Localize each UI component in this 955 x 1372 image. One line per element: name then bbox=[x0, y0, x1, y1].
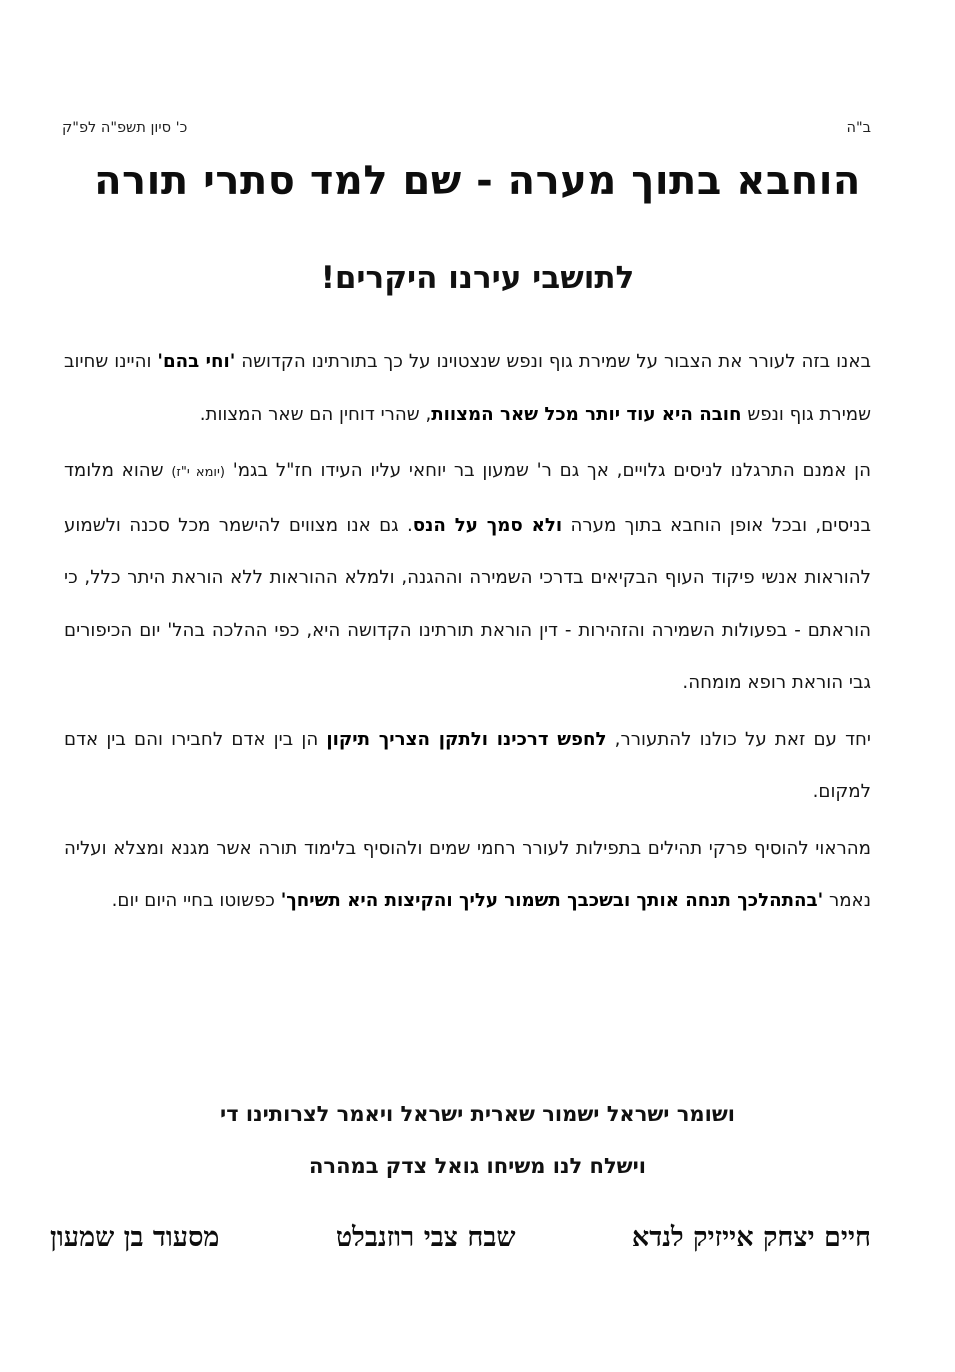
signature: מסעוד בן שמעון bbox=[50, 1222, 220, 1253]
body-text: יחד עם זאת על כולנו להתעורר, bbox=[606, 728, 871, 750]
emphasis-text: 'וחי בהם' bbox=[157, 351, 236, 372]
document-body bbox=[64, 336, 871, 930]
body-text: מהראוי להוסיף פרקי תהילים בתפילות לעורר רחמי שמים ולהוסיף בלימוד תורה אשר מגנא ומצלא ועליה נאמר bbox=[64, 837, 871, 911]
emphasis-text: לחפש דרכינו ולתקן הצריך תיקון bbox=[326, 728, 607, 750]
document-title: הוחבא בתוך מערה - שם למד סתרי תורה bbox=[94, 158, 861, 204]
paragraph bbox=[64, 336, 871, 441]
hebrew-date: כ' סיון תשפ"ה לפ"ק bbox=[62, 120, 188, 136]
body-text: כפשוטו בחיי היום יום. bbox=[111, 890, 281, 911]
signatures bbox=[50, 1222, 871, 1253]
header-row bbox=[62, 116, 871, 140]
paragraph bbox=[64, 823, 871, 928]
body-text: . גם אנו מצווים להישמר מכל סכנה ולשמוע להוראות אנשי פיקוד העוף הבקיאים בדרכי השמירה וההגנה, ולמלא ההוראות ללא הוראת היתר כלל, כי הוראתם - בפעולות השמירה והזהירות - דין הוראת תורתינו הקדושה היא, כפי ההלכה בהל' יום הכיפורים גבי הוראת רופא מומחה. bbox=[64, 514, 871, 693]
body-text: באנו בזה לעורר את הצבור על שמירת גוף ונפש שנצטוינו על כך בתורתינו הקדושה bbox=[235, 351, 872, 372]
signature: חיים יצחק אייזיק לנדא bbox=[631, 1222, 871, 1253]
body-text: הן אמנם התרגלנו לניסים גלויים, אך גם ר' שמעון בר יוחאי עליו העידו חז"ל בגמ' bbox=[224, 460, 871, 481]
source-citation: (יומא י"ז) bbox=[171, 465, 225, 480]
paragraph bbox=[64, 714, 871, 819]
body-text: , שהרי דוחין הם שאר המצוות. bbox=[199, 403, 432, 425]
emphasis-text: ולא סמך על הנס bbox=[412, 514, 563, 536]
closing-line: ושומר ישראל ישמור שארית ישראל ויאמר לצרותינו די bbox=[220, 1102, 735, 1126]
body-text: שהוא מלומד בניסים, ובכל אופן הוחבא בתוך מערה bbox=[64, 460, 871, 536]
bh-mark: ב"ה bbox=[846, 120, 871, 136]
paragraph bbox=[64, 445, 871, 710]
body-text: והיינו שחיוב שמירת גוף ונפש bbox=[64, 351, 871, 425]
closing-blessing bbox=[40, 1088, 915, 1192]
emphasis-text: חובה היא עוד יותר מכל שאר המצוות bbox=[431, 403, 742, 425]
signature: שבח צבי רוזנבלט bbox=[335, 1222, 516, 1253]
emphasis-text: 'בהתהלכך תנחה אותך ובשכבך תשמור עליך והקיצות היא תשיחך' bbox=[280, 890, 824, 911]
closing-line: וישלח לנו משיחו גואל צדק במהרה bbox=[309, 1154, 646, 1178]
body-text: הן בין אדם לחבירו והם בין אדם למקום. bbox=[64, 728, 871, 802]
document-subtitle: לתושבי עירנו היקרים! bbox=[320, 260, 635, 296]
